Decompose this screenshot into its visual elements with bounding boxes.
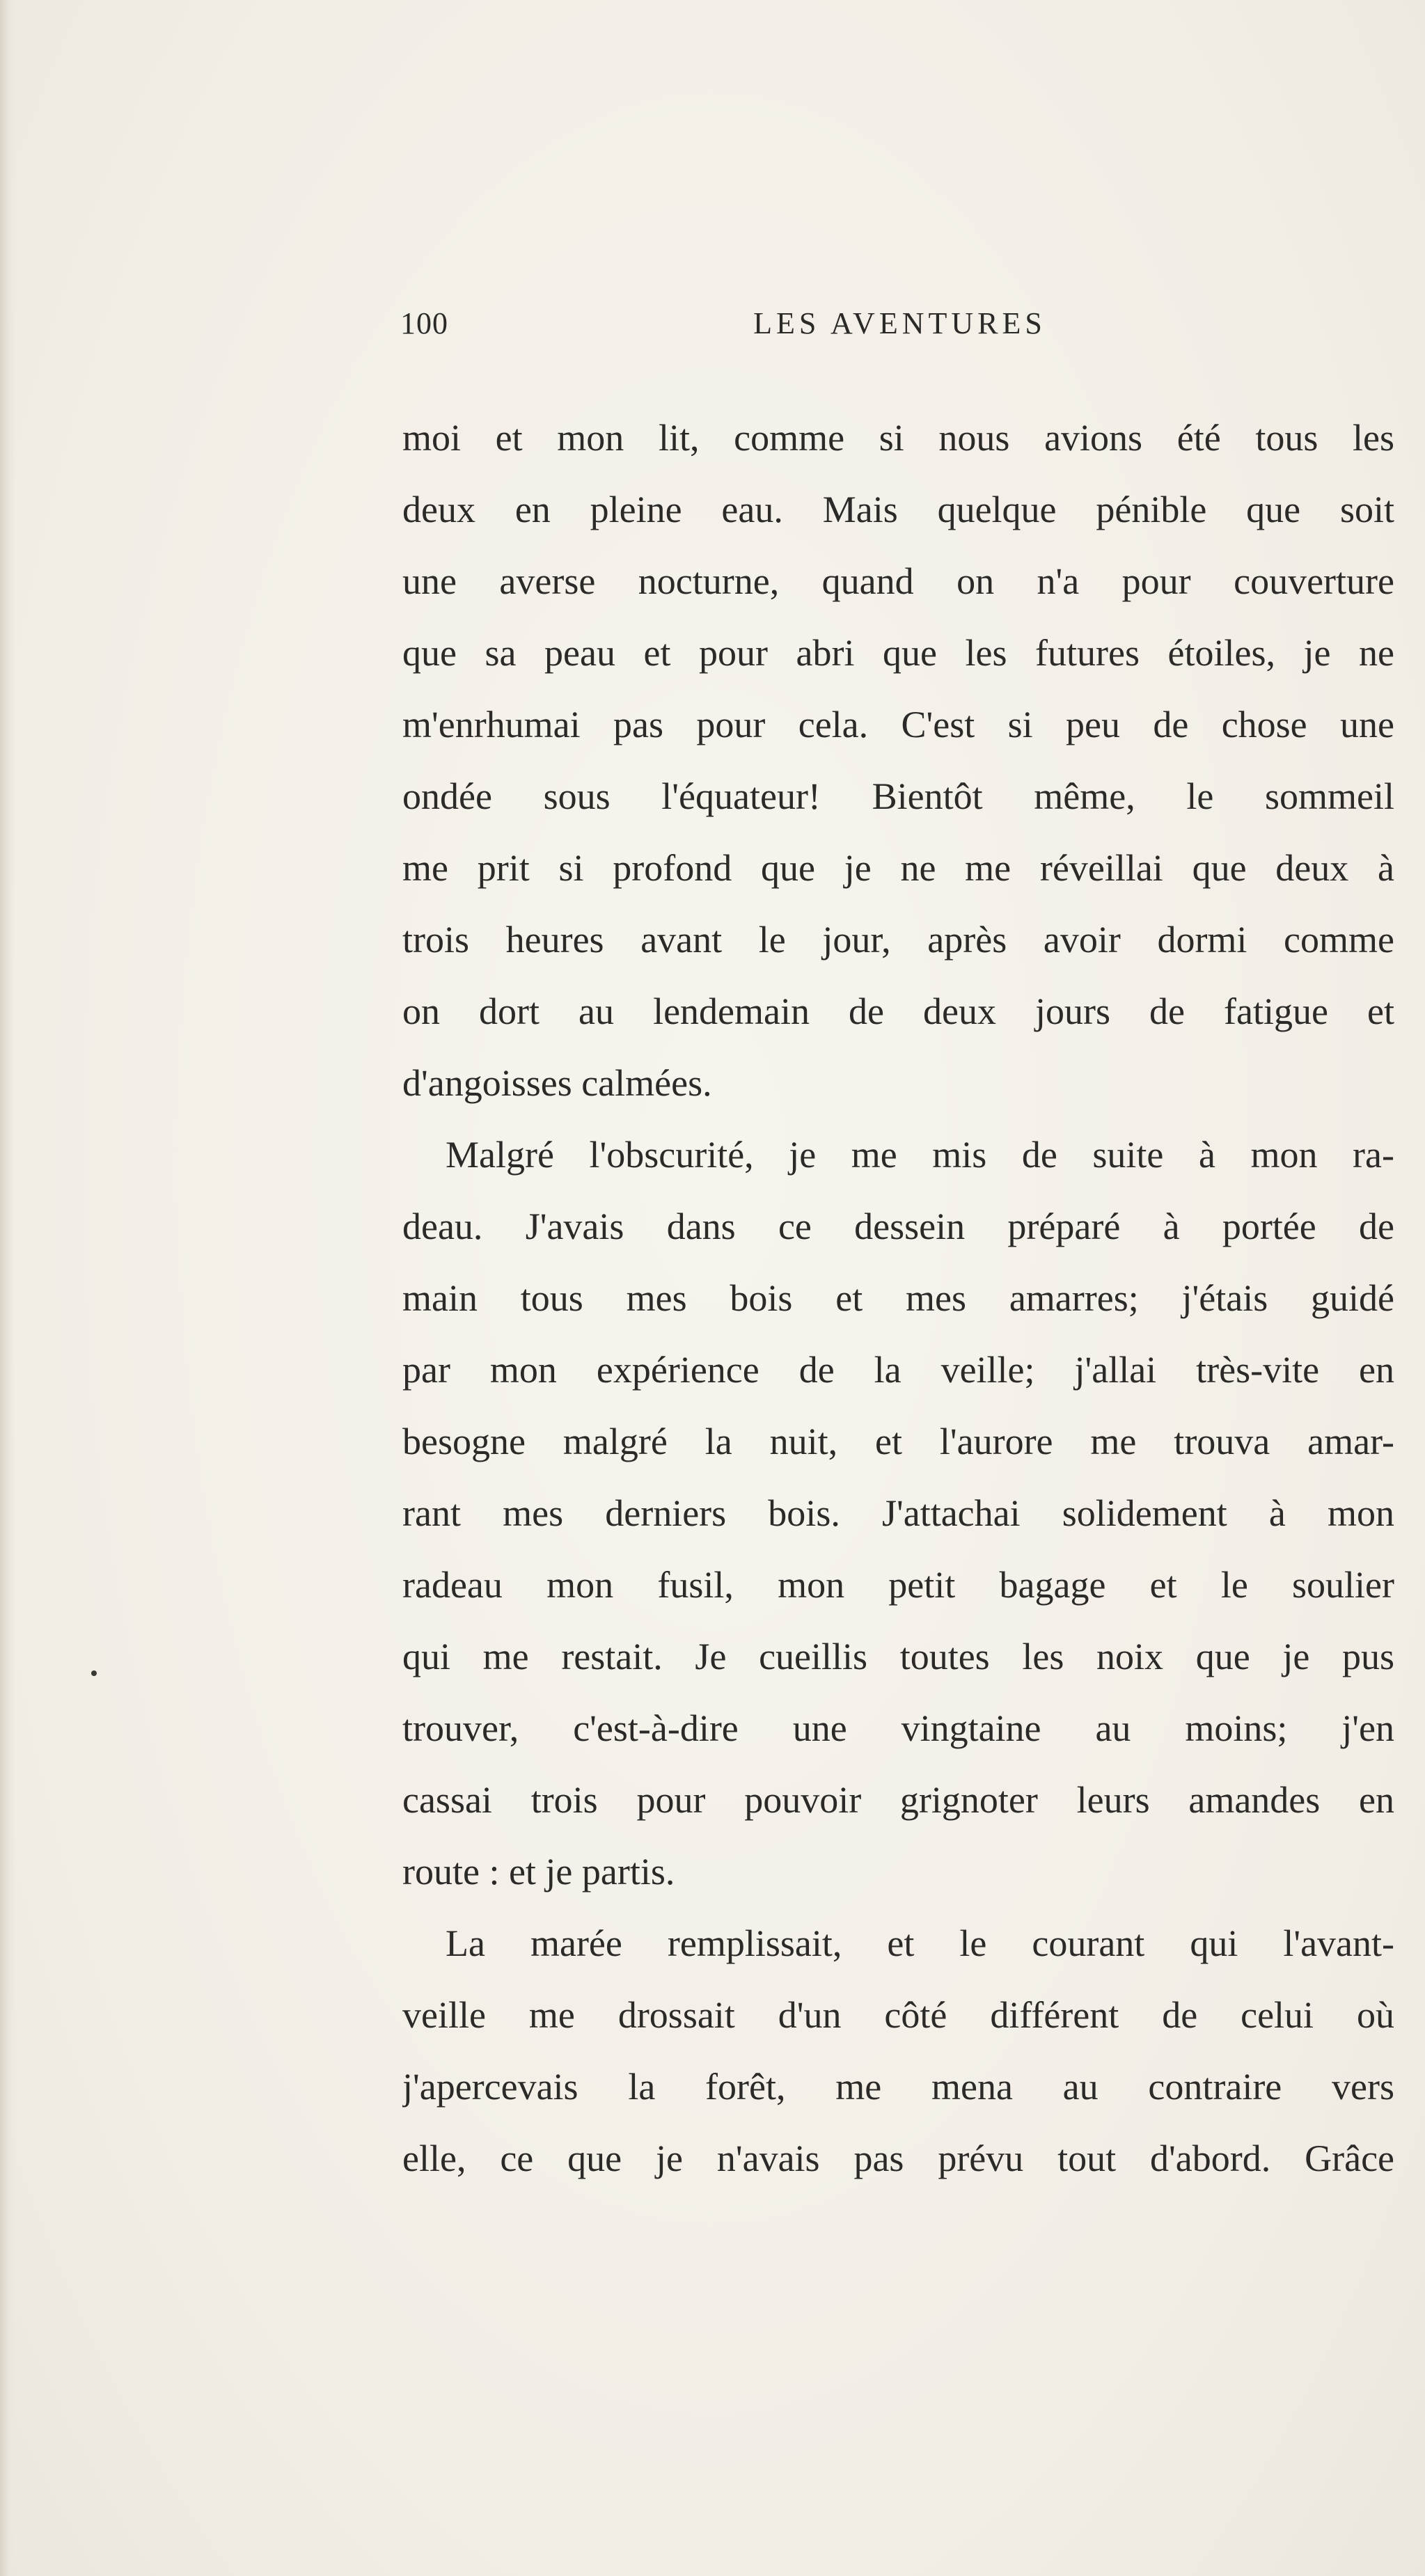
text-line: deau. J'avais dans ce dessein préparé à portée de	[402, 1206, 1394, 1247]
body-text	[402, 402, 1394, 2195]
page-header	[400, 299, 1392, 348]
text-line: j'apercevais la forêt, me mena au contraire vers	[402, 2066, 1394, 2108]
text-line: qui me restait. Je cueillis toutes les noix que je pus	[402, 1636, 1394, 1677]
text-line: on dort au lendemain de deux jours de fatigue et	[402, 990, 1394, 1032]
text-line: trouver, c'est-à-dire une vingtaine au moins; j'en	[402, 1707, 1394, 1749]
text-line: elle, ce que je n'avais pas prévu tout d'abord. Grâce	[402, 2138, 1394, 2179]
text-line: veille me drossait d'un côté différent de celui où	[402, 1994, 1394, 2036]
text-line: La marée remplissait, et le courant qui l'avant-	[446, 1922, 1394, 1964]
text-line: deux en pleine eau. Mais quelque pénible que soit	[402, 489, 1394, 530]
text-line: une averse nocturne, quand on n'a pour couverture	[402, 560, 1394, 602]
text-line: d'angoisses calmées.	[402, 1062, 712, 1104]
text-line: ondée sous l'équateur! Bientôt même, le sommeil	[402, 775, 1394, 817]
text-line: radeau mon fusil, mon petit bagage et le soulier	[402, 1564, 1394, 1606]
text-line: trois heures avant le jour, après avoir dormi comme	[402, 919, 1394, 961]
text-line: moi et mon lit, comme si nous avions été tous les	[402, 417, 1394, 459]
text-line: route : et je partis.	[402, 1851, 675, 1893]
page-number: 100	[400, 306, 448, 340]
text-line: me prit si profond que je ne me réveillai que deux à	[402, 847, 1394, 889]
page-binding-edge	[0, 0, 15, 2576]
text-line: m'enrhumai pas pour cela. C'est si peu de chose une	[402, 704, 1394, 745]
text-line: besogne malgré la nuit, et l'aurore me trouva amar-	[402, 1421, 1394, 1462]
text-line: main tous mes bois et mes amarres; j'étais guidé	[402, 1277, 1394, 1319]
running-head: LES AVENTURES	[753, 306, 1046, 340]
text-line: Malgré l'obscurité, je me mis de suite à mon ra-	[446, 1134, 1394, 1176]
text-line: par mon expérience de la veille; j'allai très-vite en	[402, 1349, 1394, 1391]
text-line: que sa peau et pour abri que les futures étoiles, je ne	[402, 632, 1394, 674]
text-line: rant mes derniers bois. J'attachai solidement à mon	[402, 1492, 1394, 1534]
text-line: cassai trois pour pouvoir grignoter leurs amandes en	[402, 1779, 1394, 1821]
ink-speck	[91, 1670, 97, 1676]
